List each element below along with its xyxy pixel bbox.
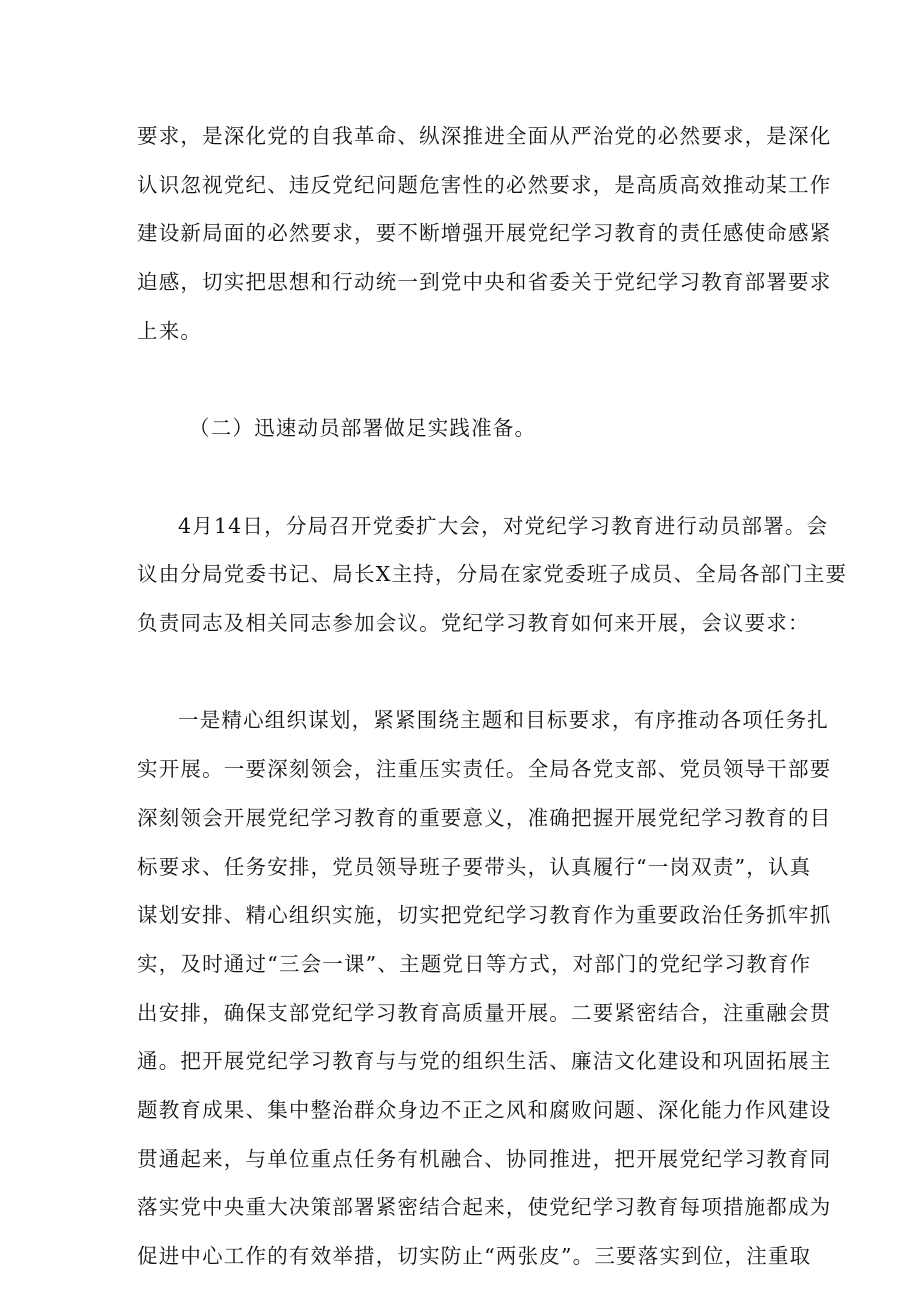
- text-line: 迫感，切实把思想和行动统一到党中央和省委关于党纪学习教育部署要求: [137, 270, 832, 295]
- text-line: 认识忽视党纪、违反党纪问题危害性的必然要求，是高质高效推动某工作: [137, 172, 832, 197]
- text-line: 建设新局面的必然要求，要不断增强开展党纪学习教育的责任感使命感紧: [137, 221, 832, 246]
- text-line: 要求，是深化党的自我革命、纵深推进全面从严治党的必然要求，是深化: [137, 124, 832, 148]
- heading-text: （二）迅速动员部署做足实践准备。: [189, 416, 537, 441]
- text-line: 题教育成果、集中整治群众身边不正之风和腐败问题、深化能力作风建设: [137, 1098, 832, 1123]
- text-line: 通。把开展党纪学习教育与与党的组织生活、廉洁文化建设和巩固拓展主: [137, 1049, 832, 1074]
- text-line: 上来。: [137, 318, 203, 343]
- paragraph-continuation: [137, 112, 832, 356]
- text-line: 深刻领会开展党纪学习教育的重要意义，准确把握开展党纪学习教育的目: [137, 805, 832, 830]
- text-line: 标要求、任务安排，党员领导班子要带头，认真履行“一岗双责”，认真: [137, 854, 812, 879]
- text-line: 落实党中央重大决策部署紧密结合起来，使党纪学习教育每项措施都成为: [137, 1195, 832, 1220]
- text-line: 4月14日，分局召开党委扩大会，对党纪学习教育进行动员部署。会: [178, 513, 829, 538]
- paragraph-requirements: [137, 696, 832, 1280]
- text-line: 负责同志及相关同志参加会议。党纪学习教育如何来开展，会议要求：: [137, 611, 810, 635]
- section-heading: [137, 404, 787, 453]
- paragraph-meeting: [137, 502, 848, 648]
- text-line: 实开展。一要深刻领会，注重压实责任。全局各党支部、党员领导干部要: [137, 757, 832, 782]
- text-line: 议由分局党委书记、局长X主持，分局在家党委班子成员、全局各部门主要: [137, 562, 848, 587]
- text-line: 出安排，确保支部党纪学习教育高质量开展。二要紧密结合，注重融会贯: [137, 1000, 832, 1025]
- text-line: 谋划安排、精心组织实施，切实把党纪学习教育作为重要政治任务抓牢抓: [137, 903, 832, 928]
- text-line: 促进中心工作的有效举措，切实防止“两张皮”。三要落实到位，注重取: [137, 1244, 812, 1269]
- document-body: [137, 112, 848, 1281]
- text-line: 贯通起来，与单位重点任务有机融合、协同推进，把开展党纪学习教育同: [137, 1146, 832, 1171]
- text-line: 实，及时通过“三会一课”、主题党日等方式，对部门的党纪学习教育作: [137, 951, 812, 976]
- text-line: 一是精心组织谋划，紧紧围绕主题和目标要求，有序推动各项任务扎: [178, 708, 829, 733]
